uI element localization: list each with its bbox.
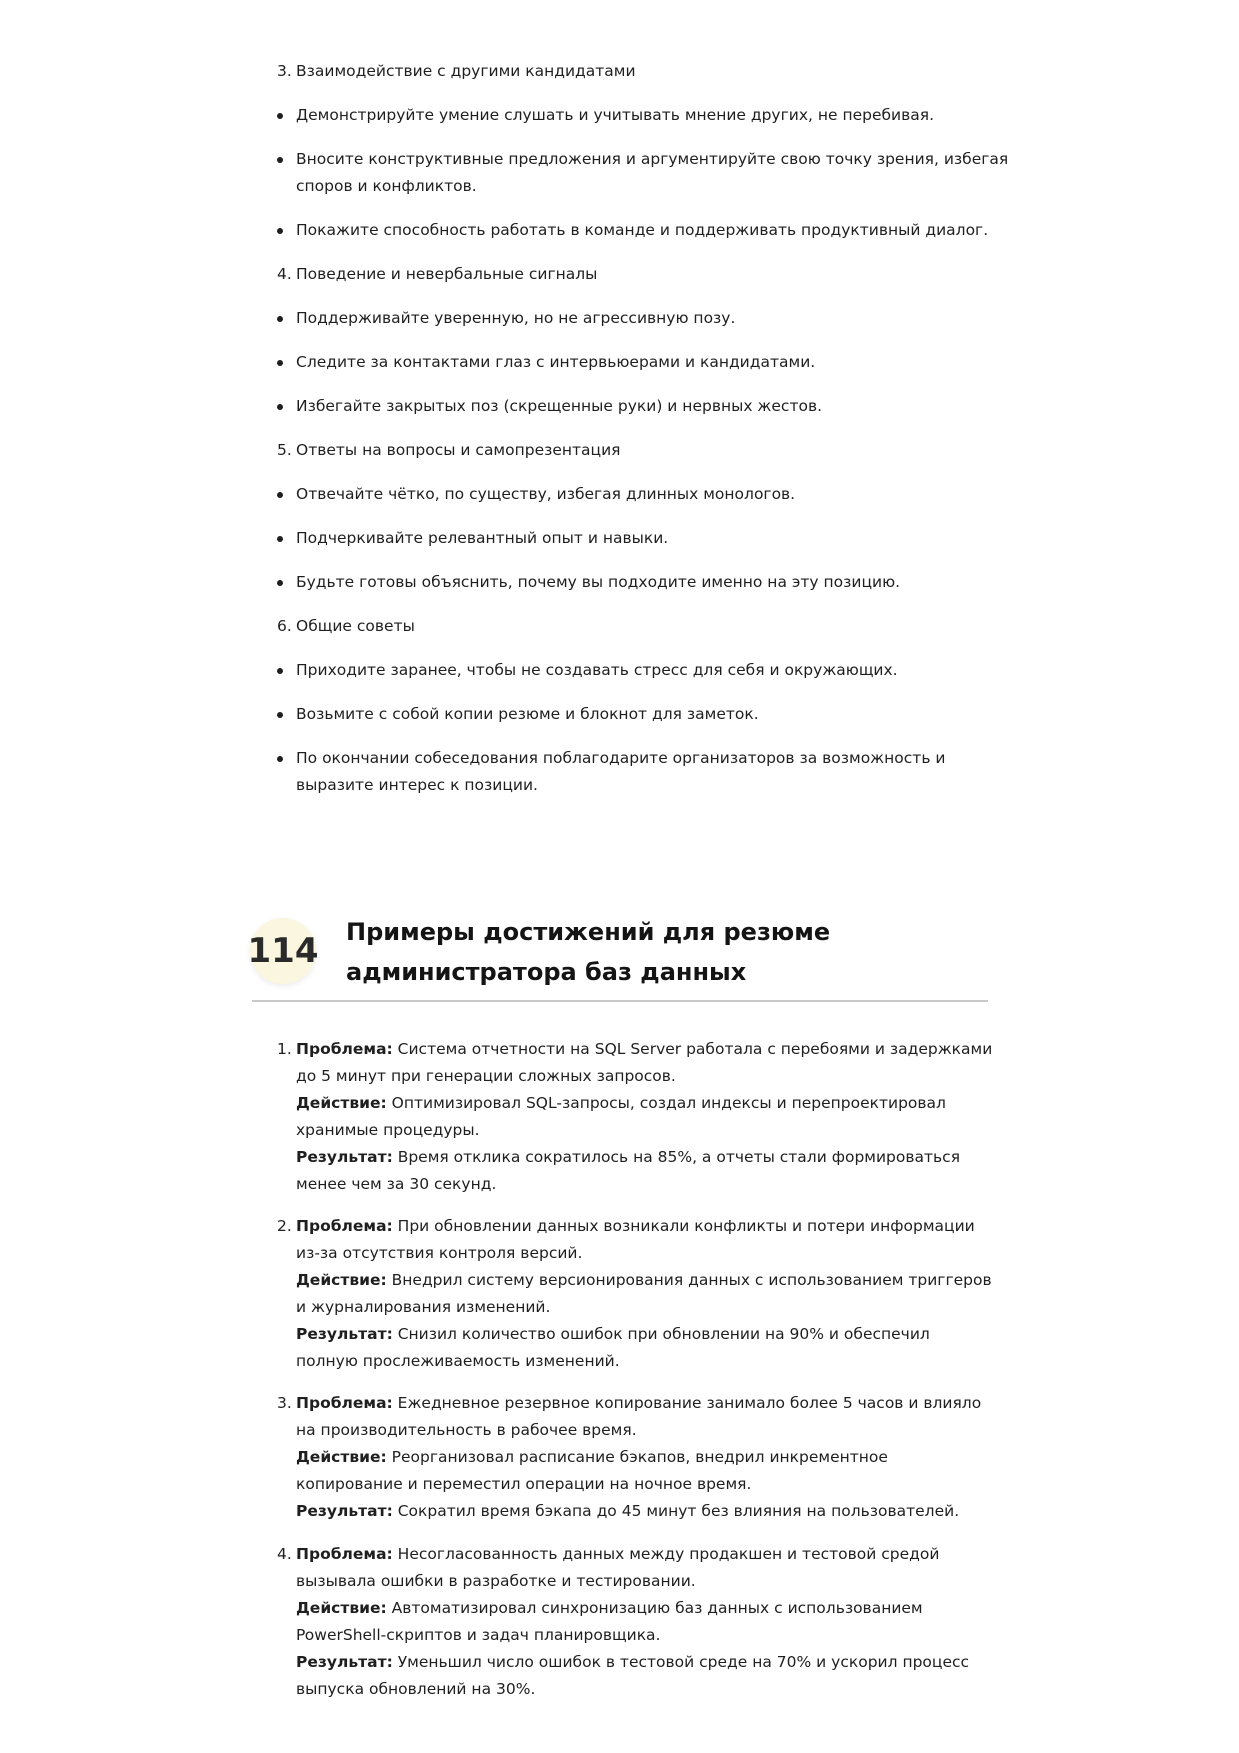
item-number: 4. [277,265,292,283]
item-text: Подчеркивайте релевантный опыт и навыки. [296,529,669,547]
result-text: Сократил время бэкапа до 45 минут без влияния на пользователей. [392,1502,960,1520]
result-label: Результат: [296,1653,393,1671]
item-text: споров и конфликтов. [296,177,477,195]
action-label: Действие: [296,1094,387,1112]
action-label: Действие: [296,1599,387,1617]
problem-label: Проблема: [296,1040,393,1058]
bullet-icon [277,668,283,674]
item-number: 3. [277,1394,292,1412]
item-text: Взаимодействие с другими кандидатами [296,62,636,80]
achievement-item [254,1390,994,1525]
action-text: Оптимизировал SQL-запросы, создал индексы и перепроектировал хранимые процедуры. [296,1094,946,1139]
section-title-line: Примеры достижений для резюме [346,918,831,946]
bullet-icon [277,404,283,410]
item-text: Вносите конструктивные предложения и аргументируйте свою точку зрения, избегая [296,150,1009,168]
action-label: Действие: [296,1448,387,1466]
bullet-icon [277,113,283,119]
result-text: Снизил количество ошибок при обновлении на 90% и обеспечил полную прослеживаемость изменений. [296,1325,930,1370]
item-text: Будьте готовы объяснить, почему вы подходите именно на эту позицию. [296,573,901,591]
bullet-icon [277,712,283,718]
bullet-icon [277,360,283,366]
bullet-icon [277,228,283,234]
achievement-text [296,1213,996,1375]
problem-label: Проблема: [296,1217,393,1235]
action-label: Действие: [296,1271,387,1289]
problem-text: Несогласованность данных между продакшен и тестовой средой вызывала ошибки в разработке и тестировании. [296,1545,940,1590]
section-divider [252,1000,988,1002]
achievement-text [296,1541,996,1703]
item-text: Возьмите с собой копии резюме и блокнот для заметок. [296,705,759,723]
problem-text: При обновлении данных возникали конфликты и потери информации из-за отсутствия контроля версий. [296,1217,975,1262]
result-label: Результат: [296,1502,393,1520]
item-text: выразите интерес к позиции. [296,776,538,794]
result-label: Результат: [296,1325,393,1343]
section-title-line: администратора баз данных [346,958,747,986]
item-text: Общие советы [296,617,415,635]
achievement-item [254,1541,994,1703]
item-text: Демонстрируйте умение слушать и учитывать мнение других, не перебивая. [296,106,935,124]
result-text: Время отклика сократилось на 85%, а отчеты стали формироваться менее чем за 30 секунд. [296,1148,961,1193]
action-text: Реорганизовал расписание бэкапов, внедрил инкрементное копирование и переместил операции на ночное время. [296,1448,888,1493]
item-number: 2. [277,1217,292,1235]
bullet-icon [277,536,283,542]
section-title [346,912,906,992]
item-text: Поддерживайте уверенную, но не агрессивную позу. [296,309,736,327]
result-text: Уменьшил число ошибок в тестовой среде на 70% и ускорил процесс выпуска обновлений на 30%. [296,1653,970,1698]
achievement-item [254,1213,994,1375]
item-number: 1. [277,1040,292,1058]
item-text: Следите за контактами глаз с интервьюерами и кандидатами. [296,353,816,371]
item-number: 4. [277,1545,292,1563]
problem-text: Ежедневное резервное копирование занимало более 5 часов и влияло на производительность в рабочее время. [296,1394,982,1439]
achievement-item [254,1036,994,1198]
problem-text: Система отчетности на SQL Server работала с перебоями и задержками до 5 минут при генерации сложных запросов. [296,1040,993,1085]
bullet-icon [277,580,283,586]
bullet-icon [277,157,283,163]
item-text: Поведение и невербальные сигналы [296,265,598,283]
item-number: 3. [277,62,292,80]
achievement-text [296,1036,996,1198]
item-text: Приходите заранее, чтобы не создавать стресс для себя и окружающих. [296,661,898,679]
section-number-badge: 114 [250,918,316,984]
item-number: 5. [277,441,292,459]
item-text: Отвечайте чётко, по существу, избегая длинных монологов. [296,485,796,503]
problem-label: Проблема: [296,1394,393,1412]
result-label: Результат: [296,1148,393,1166]
bullet-icon [277,316,283,322]
item-number: 6. [277,617,292,635]
bullet-icon [277,756,283,762]
action-text: Автоматизировал синхронизацию баз данных с использованием PowerShell-скриптов и задач планировщика. [296,1599,923,1644]
action-text: Внедрил систему версионирования данных с использованием триггеров и журналирования изменений. [296,1271,992,1316]
item-text: Ответы на вопросы и самопрезентация [296,441,621,459]
problem-label: Проблема: [296,1545,393,1563]
item-text: Покажите способность работать в команде и поддерживать продуктивный диалог. [296,221,989,239]
item-text: Избегайте закрытых поз (скрещенные руки) и нервных жестов. [296,397,823,415]
item-text: По окончании собеседования поблагодарите организаторов за возможность и [296,749,946,767]
bullet-icon [277,492,283,498]
achievement-text [296,1390,996,1525]
